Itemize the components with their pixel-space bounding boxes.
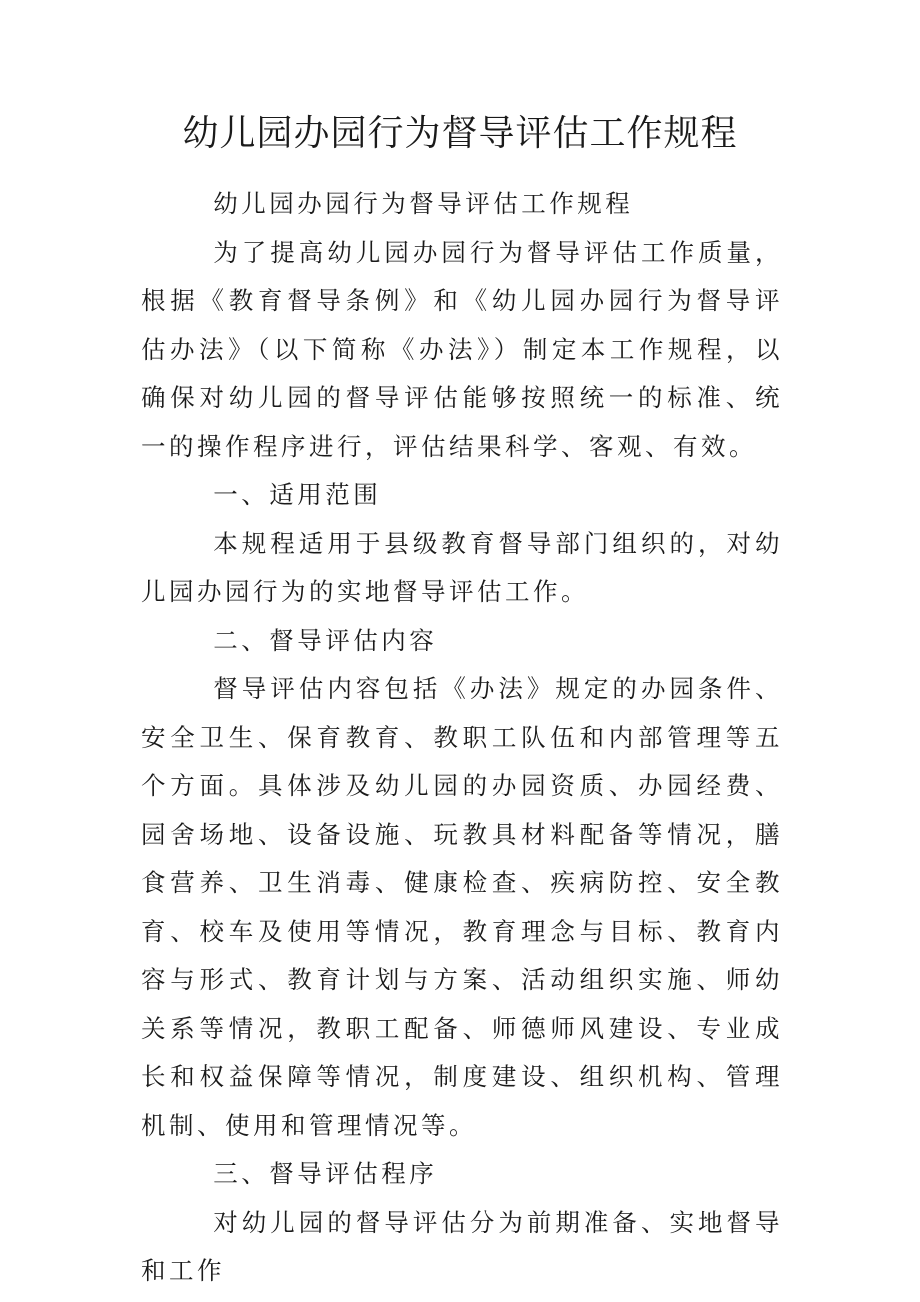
section-heading-content: 二、督导评估内容	[213, 625, 438, 655]
section-heading-scope: 一、适用范围	[213, 480, 382, 509]
scope-paragraph: 本规程适用于县级教育督导部门组织的，对幼儿园办园行为的实地督导评估工作。	[141, 528, 783, 606]
content-paragraph: 督导评估内容包括《办法》规定的办园条件、安全卫生、保育教育、教职工队伍和内部管理等五个方面。具体涉及幼儿园的办园资质、办园经费、园舍场地、设备设施、玩教具材料配备等情况，膳食营养、卫生消毒、健康检查、疾病防控、安全教育、校车及使用等情况，教育理念与目标、教育内容与形式、教育计划与方案、活动组织实施、师幼关系等情况，教职工配备、师德师风建设、专业成长和权益保障等情况，制度建设、组织机构、管理机制、使用和管理情况等。	[141, 674, 783, 1140]
subtitle-paragraph: 幼儿园办园行为督导评估工作规程	[213, 189, 634, 218]
document-title: 幼儿园办园行为督导评估工作规程	[182, 113, 738, 154]
procedure-paragraph: 对幼儿园的督导评估分为前期准备、实地督导和工作	[141, 1207, 783, 1285]
intro-paragraph: 为了提高幼儿园办园行为督导评估工作质量，根据《教育督导条例》和《幼儿园办园行为督导评估办法》（以下简称《办法》）制定本工作规程，以确保对幼儿园的督导评估能够按照统一的标准、统一的操作程序进行，评估结果科学、客观、有效。	[141, 237, 783, 461]
section-heading-procedure: 三、督导评估程序	[213, 1159, 438, 1188]
document-body	[141, 180, 783, 1296]
